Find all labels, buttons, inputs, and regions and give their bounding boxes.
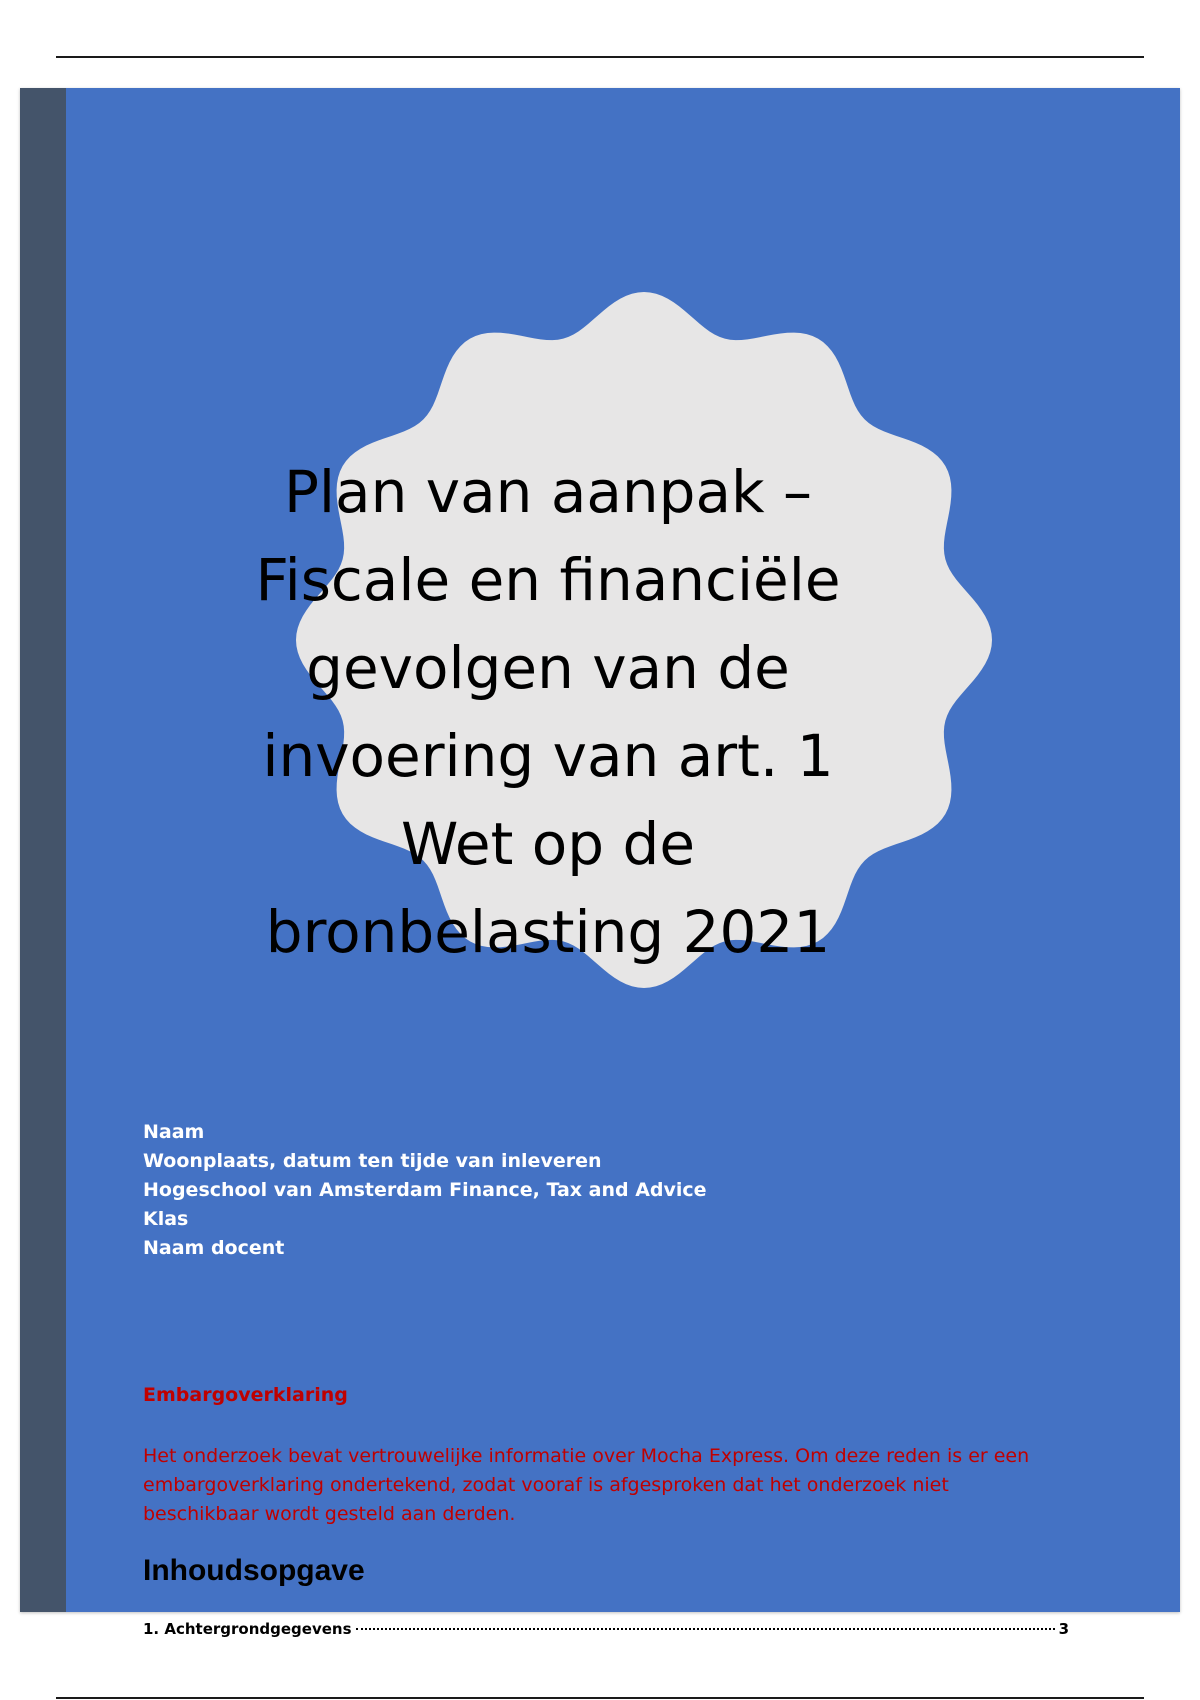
- embargo-heading: Embargoverklaring: [143, 1384, 348, 1406]
- toc-entry-label: 1. Achtergrondgegevens: [143, 1620, 352, 1638]
- detail-class: Klas: [143, 1208, 189, 1230]
- document-title: Plan van aanpak – Fiscale en financiële gevolgen van de invoering van art. 1 Wet op de bronbelasting 2021: [255, 458, 841, 966]
- detail-place-date: Woonplaats, datum ten tijde van inleveren: [143, 1150, 602, 1172]
- toc-entry[interactable]: [143, 1620, 1069, 1638]
- embargo-text: Het onderzoek bevat vertrouwelijke informatie over Mocha Express. Om deze reden is er een embargoverklaring ondertekend, zodat vooraf is afgesproken dat het onderzoek niet beschikbaar wordt gesteld aan derden.: [143, 1445, 1030, 1525]
- cover-side-bar: [20, 88, 66, 1612]
- toc-dot-leader: [356, 1628, 1055, 1630]
- detail-school: Hogeschool van Amsterdam Finance, Tax and Advice: [143, 1179, 707, 1201]
- header-rule: [56, 56, 1144, 58]
- footer-rule: [56, 1697, 1144, 1699]
- detail-name: Naam: [143, 1121, 205, 1143]
- cover-page: [20, 88, 1180, 1638]
- student-details: [143, 1118, 1043, 1263]
- toc-heading: Inhoudsopgave: [143, 1554, 365, 1587]
- detail-teacher: Naam docent: [143, 1237, 285, 1259]
- toc-entry-page: 3: [1058, 1620, 1069, 1638]
